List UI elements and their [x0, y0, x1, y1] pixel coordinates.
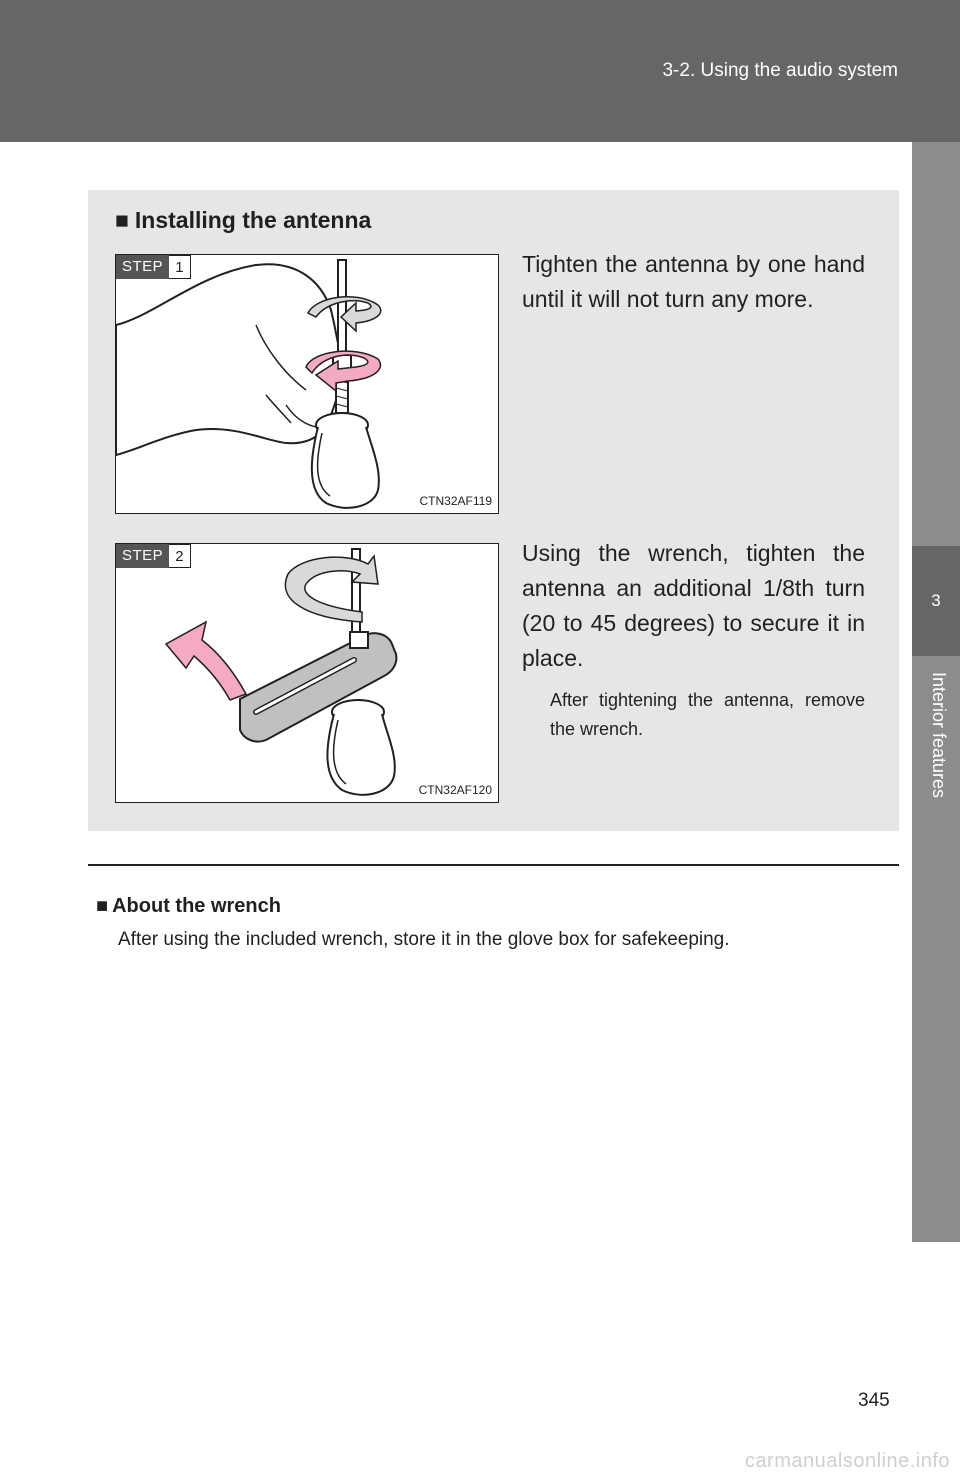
heading-bullet: ■	[115, 207, 129, 233]
wrench-tightening-antenna-illustration	[116, 544, 499, 803]
figure-code: CTN32AF120	[418, 783, 492, 797]
page-header	[0, 0, 960, 142]
section-title: 3-2. Using the audio system	[662, 60, 898, 81]
panel-heading	[115, 207, 371, 234]
step-2-note: After tightening the antenna, remove the wrench.	[550, 690, 865, 739]
step-number: 1	[169, 255, 190, 279]
step-1-instruction: Tighten the antenna by one hand until it will not turn any more.	[522, 251, 865, 312]
tab-upper-band	[912, 142, 960, 546]
step-number: 2	[169, 544, 190, 568]
step-label: STEP	[116, 255, 169, 279]
step-2-instruction: Using the wrench, tighten the antenna an additional 1/8th turn (20 to 45 degrees) to secure it in place.	[522, 540, 865, 671]
installing-antenna-panel	[88, 190, 899, 831]
step-2-illustration	[115, 543, 499, 803]
panel-heading-text: Installing the antenna	[134, 207, 372, 233]
page-number: 345	[858, 1390, 890, 1411]
about-wrench-text: After using the included wrench, store it in the glove box for safekeeping.	[118, 929, 730, 950]
step-label: STEP	[116, 544, 169, 568]
about-heading-text: About the wrench	[112, 895, 281, 917]
step-1-badge	[116, 255, 191, 279]
about-wrench-heading	[96, 895, 281, 918]
section-divider	[88, 864, 899, 866]
step-2-badge	[116, 544, 191, 568]
watermark: carmanualsonline.info	[744, 1450, 950, 1472]
hand-tightening-antenna-illustration	[116, 255, 499, 514]
step-1-illustration	[115, 254, 499, 514]
chapter-title: Interior features	[929, 672, 949, 799]
chapter-number: 3	[912, 546, 960, 656]
heading-bullet: ■	[96, 895, 109, 917]
figure-code: CTN32AF119	[419, 494, 492, 508]
